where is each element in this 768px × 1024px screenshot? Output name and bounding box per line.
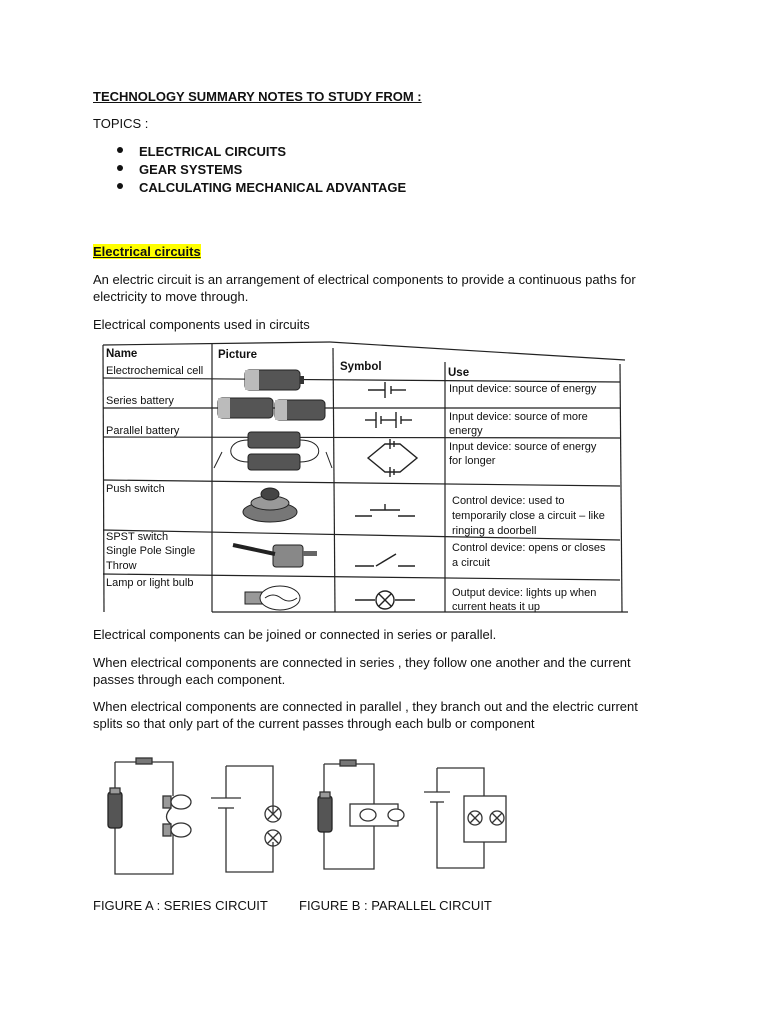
body-paragraph: passes through each component.: [93, 672, 286, 687]
series-battery-picture: [218, 398, 325, 420]
row-use: current heats it up: [452, 601, 541, 613]
row-use: Input device: source of energy: [449, 441, 597, 453]
bullet-icon: [117, 147, 123, 153]
row-name: Single Pole Single: [106, 545, 196, 557]
table-header-symbol: Symbol: [340, 361, 382, 373]
row-use: ringing a doorbell: [452, 525, 537, 537]
section-heading: Electrical circuits: [93, 244, 201, 259]
intro-line: An electric circuit is an arrangement of electrical components to provide a continuous paths for: [93, 272, 636, 287]
row-use: energy: [449, 425, 483, 437]
row-use: temporarily close a circuit – like: [452, 510, 605, 522]
topic-item: ELECTRICAL CIRCUITS: [139, 144, 287, 159]
topic-item: GEAR SYSTEMS: [139, 162, 243, 177]
row-use: Control device: opens or closes: [452, 542, 606, 554]
body-paragraph: splits so that only part of the current passes through each bulb or component: [93, 716, 535, 731]
row-name: Series battery: [106, 395, 174, 407]
figure-b-caption: FIGURE B : PARALLEL CIRCUIT: [299, 898, 492, 913]
bullet-icon: [117, 165, 123, 171]
row-use: Output device: lights up when: [452, 587, 597, 599]
figure-a-caption: FIGURE A : SERIES CIRCUIT: [93, 898, 268, 913]
row-name: SPST switch: [106, 531, 169, 543]
table-header-picture: Picture: [218, 349, 257, 361]
row-use: for longer: [449, 455, 496, 467]
body-paragraph: Electrical components can be joined or connected in series or parallel.: [93, 627, 497, 642]
table-header-name: Name: [106, 348, 138, 360]
topic-item: CALCULATING MECHANICAL ADVANTAGE: [139, 180, 407, 195]
row-name: Electrochemical cell: [106, 365, 204, 377]
parallel-circuit-figure: [312, 744, 527, 886]
table-header-use: Use: [448, 367, 470, 379]
row-name: Throw: [106, 560, 137, 572]
cell-battery-picture: [245, 370, 304, 390]
bullet-icon: [117, 183, 123, 189]
row-name: Push switch: [106, 483, 165, 495]
intro-line: electricity to move through.: [93, 289, 249, 304]
body-paragraph: When electrical components are connected in series , they follow one another and the current: [93, 655, 631, 670]
components-table: [100, 340, 630, 615]
row-use: Input device: source of more: [449, 411, 588, 423]
components-caption: Electrical components used in circuits: [93, 317, 310, 332]
body-paragraph: When electrical components are connected in parallel , they branch out and the electric current: [93, 699, 638, 714]
row-name: Lamp or light bulb: [106, 577, 194, 589]
row-use: a circuit: [452, 557, 490, 569]
row-name: Parallel battery: [106, 425, 180, 437]
topics-label: TOPICS :: [93, 116, 149, 131]
series-circuit-figure: [93, 744, 303, 886]
row-use: Input device: source of energy: [449, 383, 597, 395]
row-use: Control device: used to: [452, 495, 565, 507]
page-title: TECHNOLOGY SUMMARY NOTES TO STUDY FROM :: [93, 89, 422, 104]
